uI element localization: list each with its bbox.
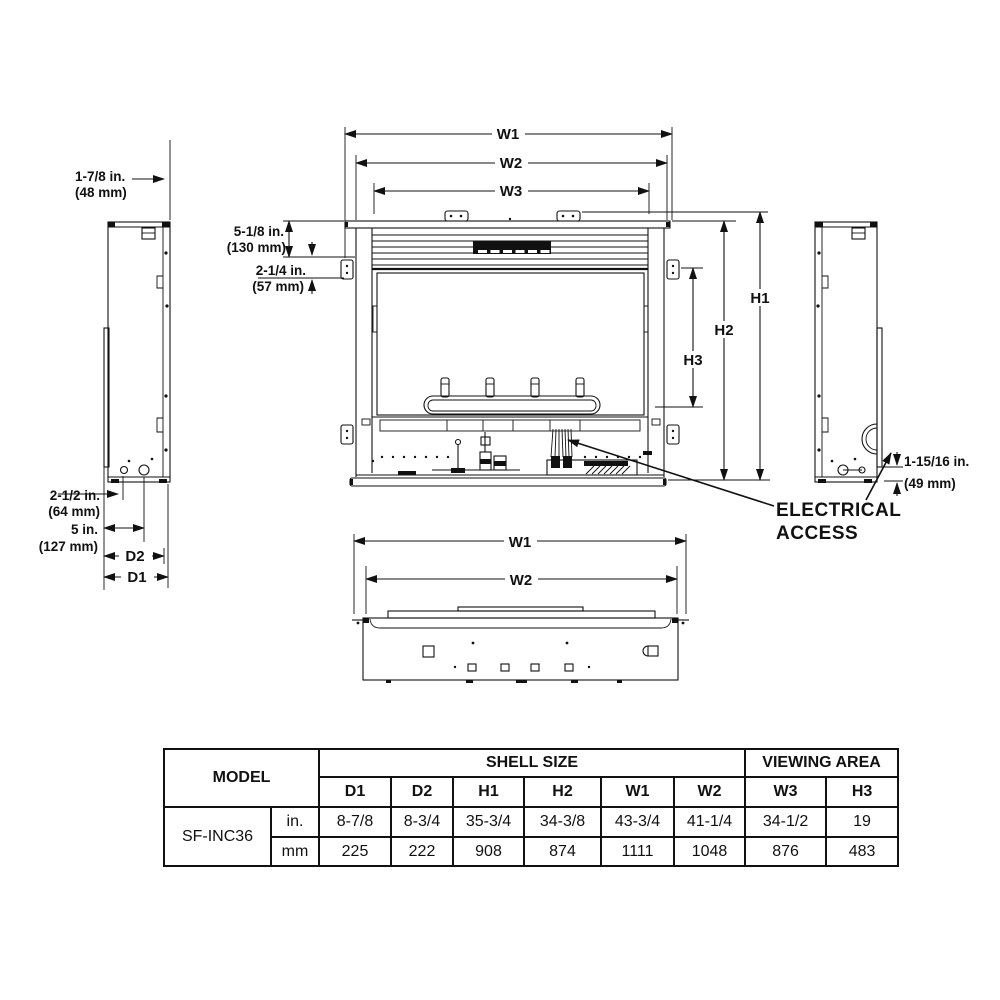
top-view (352, 607, 689, 683)
label-d1: D1 (127, 569, 147, 586)
left-side-view (104, 222, 170, 483)
label-h2: H2 (714, 322, 734, 339)
col-header-d2: D2 (391, 777, 453, 807)
label-h1: H1 (750, 290, 770, 307)
label-h3: H3 (683, 352, 703, 369)
dim-1-15-16-in: 1-15/16 in. (904, 454, 970, 469)
table-row-inches (164, 807, 898, 837)
value-w2-mm: 1048 (674, 837, 745, 866)
label-w2-bottom: W2 (509, 572, 533, 589)
model-name-cell: SF-INC36 (164, 807, 271, 866)
value-h3-mm: 483 (826, 837, 898, 866)
dim-2-1-2-mm: (64 mm) (48, 504, 100, 519)
col-header-w3: W3 (745, 777, 826, 807)
value-d1-in: 8-7/8 (319, 807, 391, 837)
dim-5-mm: (127 mm) (38, 539, 98, 554)
value-d1-mm: 225 (319, 837, 391, 866)
unit-cell-mm: mm (271, 837, 319, 866)
table-header-shell-size: SHELL SIZE (319, 749, 745, 777)
dim-1-15-16-mm: (49 mm) (904, 476, 956, 491)
label-w3-front: W3 (499, 183, 523, 200)
dim-2-1-4-in: 2-1/4 in. (255, 263, 306, 278)
col-header-h1: H1 (453, 777, 524, 807)
dim-2-1-4-mm: (57 mm) (252, 279, 304, 294)
right-side-view (815, 222, 882, 483)
value-w1-mm: 1111 (601, 837, 674, 866)
dim-5-1-8-mm: (130 mm) (226, 240, 286, 255)
unit-cell-in: in. (271, 807, 319, 837)
col-header-w2: W2 (674, 777, 745, 807)
electrical-access-label-line2: ACCESS (776, 523, 859, 544)
value-w1-in: 43-3/4 (601, 807, 674, 837)
dimension-labels (39, 125, 970, 589)
value-h2-mm: 874 (524, 837, 601, 866)
value-d2-mm: 222 (391, 837, 453, 866)
electrical-access-label-line1: ELECTRICAL (776, 500, 902, 521)
label-d2: D2 (125, 548, 145, 565)
value-h1-in: 35-3/4 (453, 807, 524, 837)
dim-5-1-8-in: 5-1/8 in. (233, 224, 284, 239)
value-h2-in: 34-3/8 (524, 807, 601, 837)
table-row-mm (164, 837, 898, 866)
col-header-h2: H2 (524, 777, 601, 807)
col-header-w1: W1 (601, 777, 674, 807)
value-h3-in: 19 (826, 807, 898, 837)
dim-2-1-2-in: 2-1/2 in. (49, 488, 100, 503)
value-w2-in: 41-1/4 (674, 807, 745, 837)
dim-1-7-8-in: 1-7/8 in. (75, 169, 126, 184)
table-header-viewing-area: VIEWING AREA (745, 749, 898, 777)
label-w1-front: W1 (496, 126, 520, 143)
front-view (341, 211, 679, 486)
col-header-d1: D1 (319, 777, 391, 807)
value-w3-mm: 876 (745, 837, 826, 866)
dim-5-in: 5 in. (70, 522, 98, 537)
label-w2-front: W2 (499, 155, 523, 172)
spec-table (163, 748, 899, 867)
value-h1-mm: 908 (453, 837, 524, 866)
value-w3-in: 34-1/2 (745, 807, 826, 837)
label-w1-bottom: W1 (508, 534, 532, 551)
col-header-h3: H3 (826, 777, 898, 807)
dim-1-7-8-mm: (48 mm) (75, 185, 127, 200)
value-d2-in: 8-3/4 (391, 807, 453, 837)
table-header-model: MODEL (164, 749, 319, 807)
